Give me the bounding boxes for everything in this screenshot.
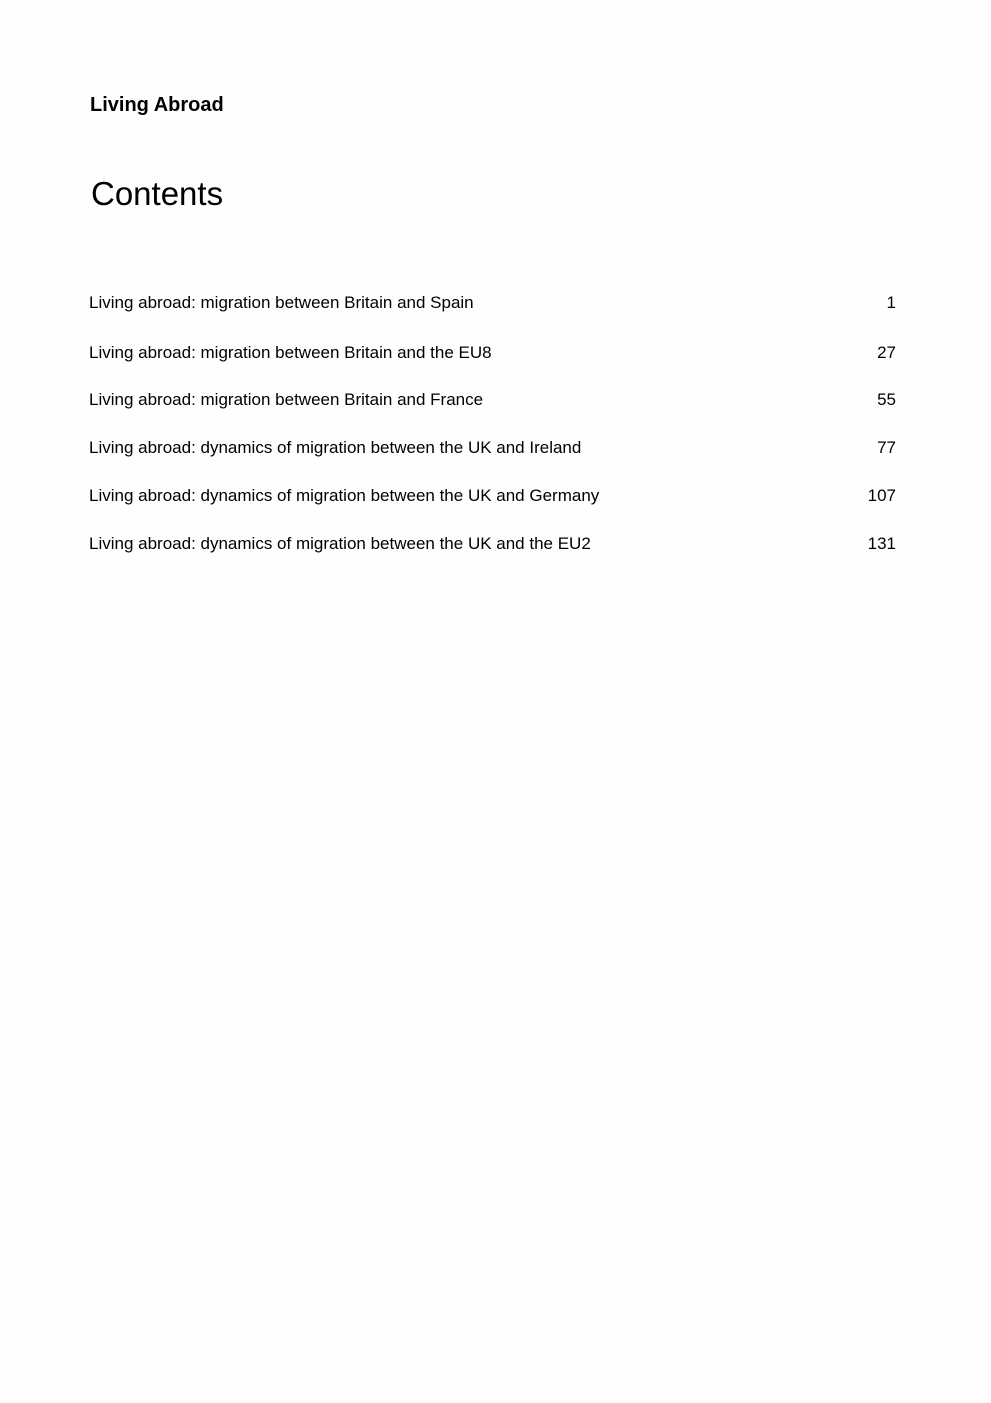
toc-entry-page: 107 xyxy=(867,486,896,505)
toc-entry-title: Living abroad: dynamics of migration between the UK and Ireland xyxy=(89,438,582,457)
table-of-contents xyxy=(89,291,896,556)
toc-entry-title: Living abroad: dynamics of migration between the UK and the EU2 xyxy=(89,534,591,553)
toc-entry-page: 55 xyxy=(877,390,896,409)
toc-entry-page: 77 xyxy=(877,438,896,457)
toc-entry-title: Living abroad: migration between Britain and the EU8 xyxy=(89,343,492,362)
toc-entry-title: Living abroad: migration between Britain and Spain xyxy=(89,293,474,312)
toc-entry-title: Living abroad: dynamics of migration between the UK and Germany xyxy=(89,486,600,505)
toc-entry[interactable] xyxy=(89,341,896,365)
toc-entry-page: 131 xyxy=(867,534,896,553)
document-title: Living Abroad xyxy=(90,94,224,116)
toc-entry[interactable] xyxy=(89,388,896,412)
toc-entry[interactable] xyxy=(89,291,896,315)
toc-entry-page: 27 xyxy=(877,343,896,362)
contents-heading: Contents xyxy=(91,175,224,212)
toc-entry-page: 1 xyxy=(886,293,896,312)
toc-entry[interactable] xyxy=(89,484,896,508)
toc-entry[interactable] xyxy=(89,436,896,460)
toc-entry-title: Living abroad: migration between Britain and France xyxy=(89,390,484,409)
toc-entry[interactable] xyxy=(89,532,896,556)
